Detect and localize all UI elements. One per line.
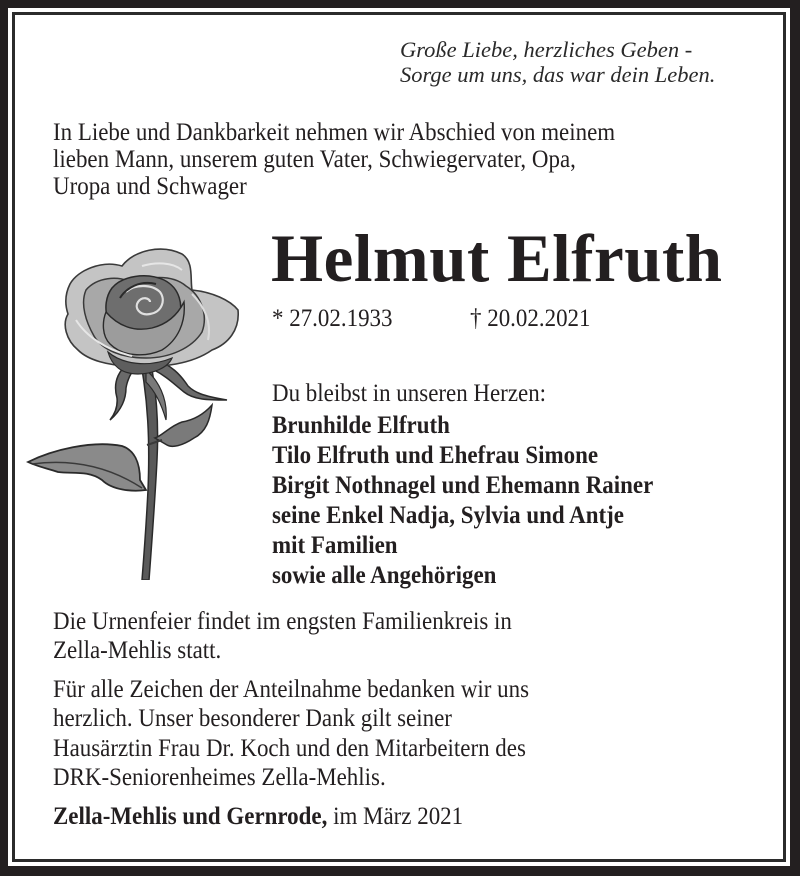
funeral-line-1: Die Urnenfeier findet im engsten Familienkreis in bbox=[53, 606, 512, 635]
motto-line-1: Große Liebe, herzliches Geben - bbox=[400, 37, 693, 62]
deceased-name: Helmut Elfruth bbox=[271, 220, 723, 296]
mourner-name: sowie alle Angehörigen bbox=[272, 560, 497, 589]
intro-line-1: In Liebe und Dankbarkeit nehmen wir Abschied von meinem bbox=[53, 117, 616, 146]
signature-date: im März 2021 bbox=[327, 801, 464, 830]
mourner-name: Brunhilde Elfruth bbox=[272, 410, 450, 439]
intro-line-2: lieben Mann, unserem guten Vater, Schwiegervater, Opa, bbox=[53, 144, 576, 173]
thanks-line-2: herzlich. Unser besonderer Dank gilt seiner bbox=[53, 703, 452, 732]
thanks-line-3: Hausärztin Frau Dr. Koch und den Mitarbeitern des bbox=[53, 733, 526, 762]
mourners-heading: Du bleibst in unseren Herzen: bbox=[272, 378, 547, 407]
motto-line-2: Sorge um uns, das war dein Leben. bbox=[400, 62, 716, 87]
mourner-name: Tilo Elfruth und Ehefrau Simone bbox=[272, 440, 599, 469]
thanks-line-4: DRK-Seniorenheimes Zella-Mehlis. bbox=[53, 762, 386, 791]
thanks-line-1: Für alle Zeichen der Anteilnahme bedanken wir uns bbox=[53, 674, 530, 703]
birth-date: * 27.02.1933 bbox=[272, 303, 393, 332]
intro-line-3: Uropa und Schwager bbox=[53, 171, 247, 200]
mourner-name: seine Enkel Nadja, Sylvia und Antje bbox=[272, 500, 624, 529]
rose-icon bbox=[22, 240, 252, 580]
signature-place: Zella-Mehlis und Gernrode, bbox=[53, 801, 328, 830]
mourner-name: mit Familien bbox=[272, 530, 398, 559]
signature-line bbox=[53, 803, 463, 829]
death-date: † 20.02.2021 bbox=[470, 303, 591, 332]
funeral-line-2: Zella-Mehlis statt. bbox=[53, 635, 222, 664]
mourner-name: Birgit Nothnagel und Ehemann Rainer bbox=[272, 470, 654, 499]
